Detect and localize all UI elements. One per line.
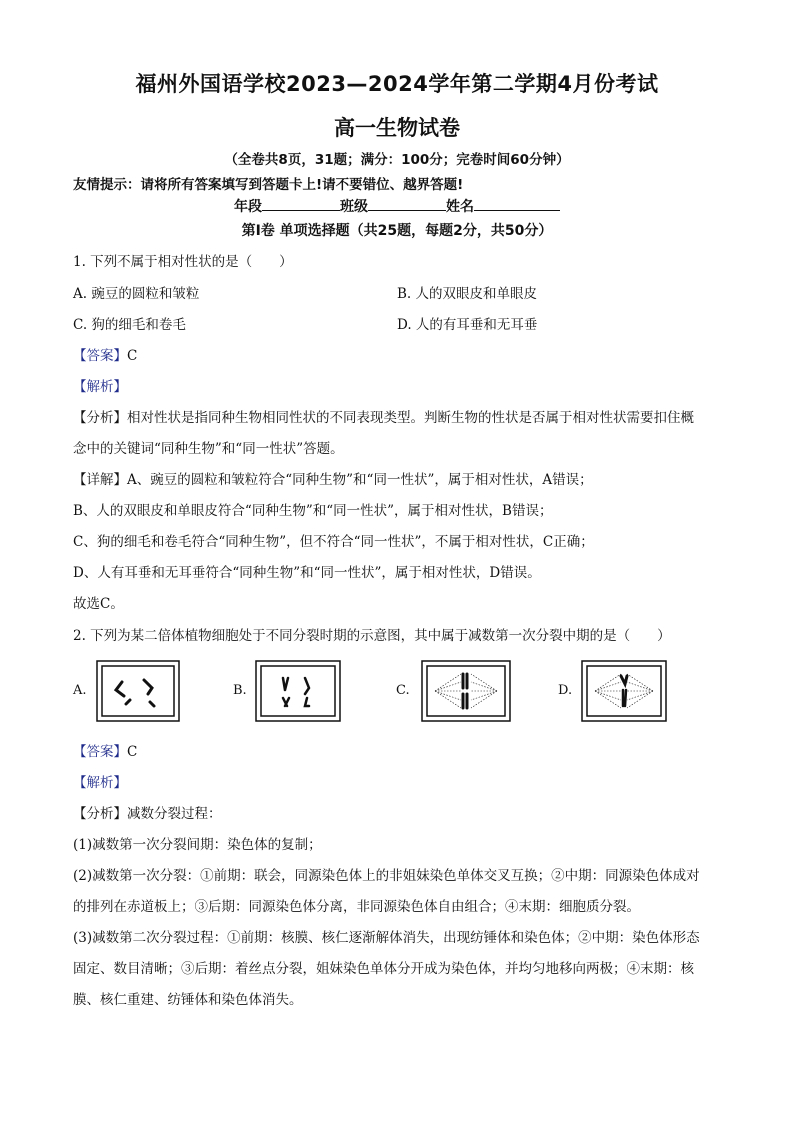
analysis-tag: 【解析】: [73, 379, 127, 395]
figure-c-label: C.: [396, 683, 410, 698]
name-blank: [474, 196, 560, 211]
q1-stem: 1. 下列不属于相对性状的是（ ）: [73, 254, 293, 270]
fenxi-text: 相对性状是指同种生物相同性状的不同表现类型。判断生物的性状是否属于相对性状需要扣住概: [127, 410, 694, 426]
q2-p3-line1: (3)减数第二次分裂过程：①前期：核膜、核仁逐渐解体消失，出现纺锤体和染色体；②中期：染色体形态: [73, 930, 700, 946]
q1-option-a: A. 豌豆的圆粒和皱粒: [73, 286, 200, 302]
student-fields: [0, 196, 794, 216]
q2-answer: [73, 740, 137, 760]
analysis-tag: 【解析】: [73, 775, 127, 791]
q1-xiangjie-b: B、人的双眼皮和单眼皮符合“同种生物”和“同一性状”，属于相对性状，B错误；: [73, 503, 553, 519]
grade-label: 年段: [234, 199, 262, 215]
friendly-tip: 友情提示：请将所有答案填写到答题卡上!请不要错位、越界答题!: [73, 177, 464, 193]
q1-fenxi-2: 念中的关键词“同种生物”和“同一性状”答题。: [73, 441, 344, 457]
q1-option-c: C. 狗的细毛和卷毛: [73, 317, 186, 333]
figure-d-label: D.: [558, 683, 573, 698]
q1-analysis-tag: [73, 375, 127, 395]
exam-title: 福州外国语学校2023—2024学年第二学期4月份考试: [135, 72, 659, 96]
q1-fenxi-1: [73, 406, 694, 426]
q1-xiangjie-d: D、人有耳垂和无耳垂符合“同种生物”和“同一性状”，属于相对性状，D错误。: [73, 565, 541, 581]
q1-conclusion: 故选C。: [73, 596, 124, 612]
class-blank: [368, 196, 446, 211]
cell-diagram-c: [421, 660, 511, 722]
cell-diagram-a: [96, 660, 180, 722]
fenxi-tag: 【分析】: [73, 410, 127, 426]
cell-diagram-b: [255, 660, 341, 722]
q2-p2-line2: 的排列在赤道板上；③后期：同源染色体分离，非同源染色体自由组合；④末期：细胞质分裂。: [73, 899, 640, 915]
q1-answer: [73, 344, 137, 364]
xiangjie-text: A、豌豆的圆粒和皱粒符合“同种生物”和“同一性状”，属于相对性状，A错误；: [127, 472, 593, 488]
fenxi-text: 减数分裂过程：: [127, 806, 222, 822]
name-label: 姓名: [446, 199, 474, 215]
q1-xiangjie-a: [73, 468, 593, 488]
q2-p1: (1)减数第一次分裂间期：染色体的复制；: [73, 837, 322, 853]
section-heading: 第I卷 单项选择题（共25题，每题2分，共50分）: [241, 223, 553, 239]
q1-option-b: B. 人的双眼皮和单眼皮: [397, 286, 538, 302]
q2-p3-line2: 固定、数目清晰；③后期：着丝点分裂，姐妹染色单体分开成为染色体，并均匀地移向两极；④末期：核: [73, 961, 694, 977]
cell-diagram-d: [581, 660, 667, 722]
q1-xiangjie-c: C、狗的细毛和卷毛符合“同种生物”，但不符合“同一性状”，不属于相对性状，C正确；: [73, 534, 594, 550]
figure-b-label: B.: [233, 683, 247, 698]
answer-value: C: [127, 348, 138, 364]
figure-a-label: A.: [73, 683, 87, 698]
exam-info: （全卷共8页，31题；满分：100分；完卷时间60分钟）: [224, 152, 570, 168]
class-label: 班级: [340, 199, 368, 215]
answer-tag: 【答案】: [73, 348, 127, 364]
answer-tag: 【答案】: [73, 744, 127, 760]
q2-p3-line3: 膜、核仁重建、纺锤体和染色体消失。: [73, 992, 303, 1008]
answer-value: C: [127, 744, 138, 760]
q2-analysis-tag: [73, 771, 127, 791]
grade-blank: [262, 196, 340, 211]
q2-stem: 2. 下列为某二倍体植物细胞处于不同分裂时期的示意图，其中属于减数第一次分裂中期的是（ ）: [73, 628, 671, 644]
q1-option-d: D. 人的有耳垂和无耳垂: [397, 317, 538, 333]
xiangjie-tag: 【详解】: [73, 472, 127, 488]
q2-p2-line1: (2)减数第一次分裂：①前期：联会，同源染色体上的非姐妹染色单体交叉互换；②中期：同源染色体成对: [73, 868, 700, 884]
fenxi-tag: 【分析】: [73, 806, 127, 822]
q2-fenxi-head: [73, 802, 222, 822]
exam-subtitle: 高一生物试卷: [334, 116, 460, 140]
